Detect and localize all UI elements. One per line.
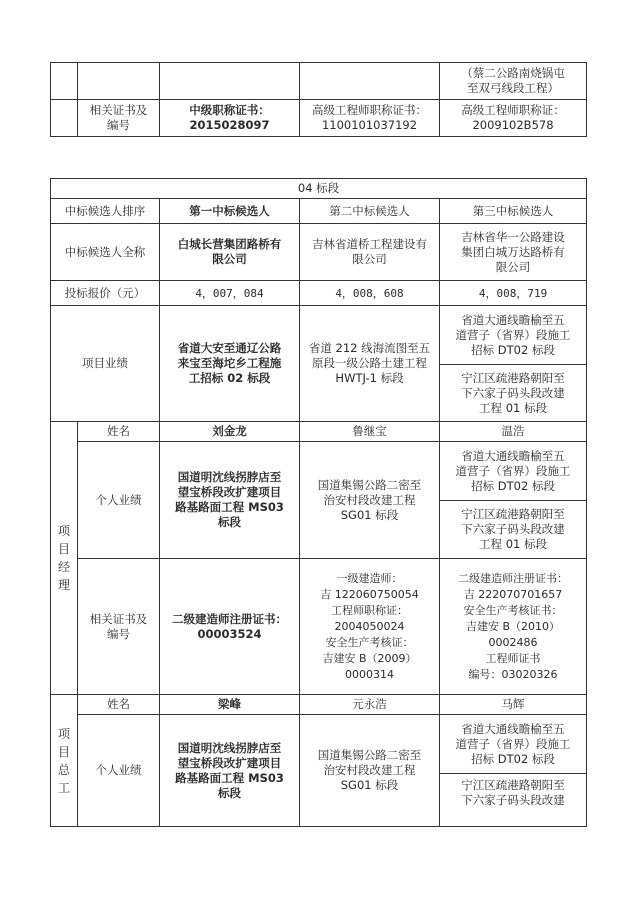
empty-cell xyxy=(300,63,440,100)
group-cell xyxy=(51,63,78,100)
perf-label: 项目业绩 xyxy=(51,306,160,422)
pm-name: 温浩 xyxy=(440,422,587,442)
bid-price: 4，007，084 xyxy=(160,281,300,306)
candidate-name: 吉林省道桥工程建设有 限公司 xyxy=(300,224,440,281)
pm-name: 鲁继宝 xyxy=(300,422,440,442)
cert-value: 高级工程师职称证书： 1100101037192 xyxy=(300,100,440,137)
empty-cell xyxy=(78,63,160,100)
cert-value: 高级工程师职称证： 2009102B578 xyxy=(440,100,587,137)
empty-cell xyxy=(160,63,300,100)
chief-name: 马辉 xyxy=(440,695,587,715)
rank-first: 第一中标候选人 xyxy=(160,199,300,224)
candidate-name: 吉林省华一公路建设 集团白城万达路桥有 限公司 xyxy=(440,224,587,281)
pm-performance: 国道明沈线拐脖店至 望宝桥段改扩建项目 路基路面工程 MS03 标段 xyxy=(160,442,300,559)
chief-performance: 国道集锡公路二密至 治安村段改建工程 SG01 标段 xyxy=(300,715,440,827)
chief-perf-label: 个人业绩 xyxy=(78,715,160,827)
chief-name: 梁峰 xyxy=(160,695,300,715)
cert-label: 相关证书及 编号 xyxy=(78,100,160,137)
project-continuation: （蔡二公路南烧锅屯 至双弓线段工程） xyxy=(440,63,587,100)
project-performance: 省道大通线瞻榆至五 道营子（省界）段施工 招标 DT02 标段 宁江区疏港路朝阳至 下六家子码头段改建 工程 01 标段 xyxy=(440,306,587,422)
chief-group-label: 项 目 总 工 xyxy=(51,695,78,827)
group-cell xyxy=(51,100,78,137)
chief-performance: 国道明沈线拐脖店至 望宝桥段改扩建项目 路基路面工程 MS03 标段 xyxy=(160,715,300,827)
candidate-name: 白城长营集团路桥有 限公司 xyxy=(160,224,300,281)
rank-label: 中标候选人排序 xyxy=(51,199,160,224)
pm-performance: 省道大通线瞻榆至五 道营子（省界）段施工 招标 DT02 标段 宁江区疏港路朝阳至 下六家子码头段改建 工程 01 标段 xyxy=(440,442,587,559)
bid-price: 4，008，719 xyxy=(440,281,587,306)
pm-performance: 国道集锡公路二密至 治安村段改建工程 SG01 标段 xyxy=(300,442,440,559)
price-label: 投标报价（元） xyxy=(51,281,160,306)
pm-cert: 二级建造师注册证书： 00003524 xyxy=(160,559,300,695)
bid-price: 4，008，608 xyxy=(300,281,440,306)
chief-performance: 省道大通线瞻榆至五 道营子（省界）段施工 招标 DT02 标段 宁江区疏港路朝阳至 下六家子码头段改建 xyxy=(440,715,587,827)
pm-cert: 一级建造师： 吉 122060750054 工程师职称证： 2004050024 安全生产考核证： 吉建安 B（2009） 0000314 xyxy=(300,559,440,695)
pm-cert-label: 相关证书及 编号 xyxy=(78,559,160,695)
chief-name: 元永浩 xyxy=(300,695,440,715)
cert-value: 中级职称证书： 2015028097 xyxy=(160,100,300,137)
pm-cert: 二级建造师注册证书： 吉 222070701657 安全生产考核证书： 吉建安 B（2010） 0002486 工程师证书 编号：03020326 xyxy=(440,559,587,695)
project-performance: 省道大安至通辽公路 来宝至海坨乡工程施 工招标 02 标段 xyxy=(160,306,300,422)
pm-group-label: 项 目 经 理 xyxy=(51,422,78,695)
rank-second: 第二中标候选人 xyxy=(300,199,440,224)
pm-name: 刘金龙 xyxy=(160,422,300,442)
pm-name-label: 姓名 xyxy=(78,422,160,442)
name-label: 中标候选人全称 xyxy=(51,224,160,281)
pm-perf-label: 个人业绩 xyxy=(78,442,160,559)
chief-name-label: 姓名 xyxy=(78,695,160,715)
bid-table xyxy=(50,178,587,827)
continuation-table xyxy=(50,62,587,137)
section-title: 04 标段 xyxy=(51,179,587,199)
rank-third: 第三中标候选人 xyxy=(440,199,587,224)
project-performance: 省道 212 线海流图至五 原段一级公路土建工程 HWTJ-1 标段 xyxy=(300,306,440,422)
